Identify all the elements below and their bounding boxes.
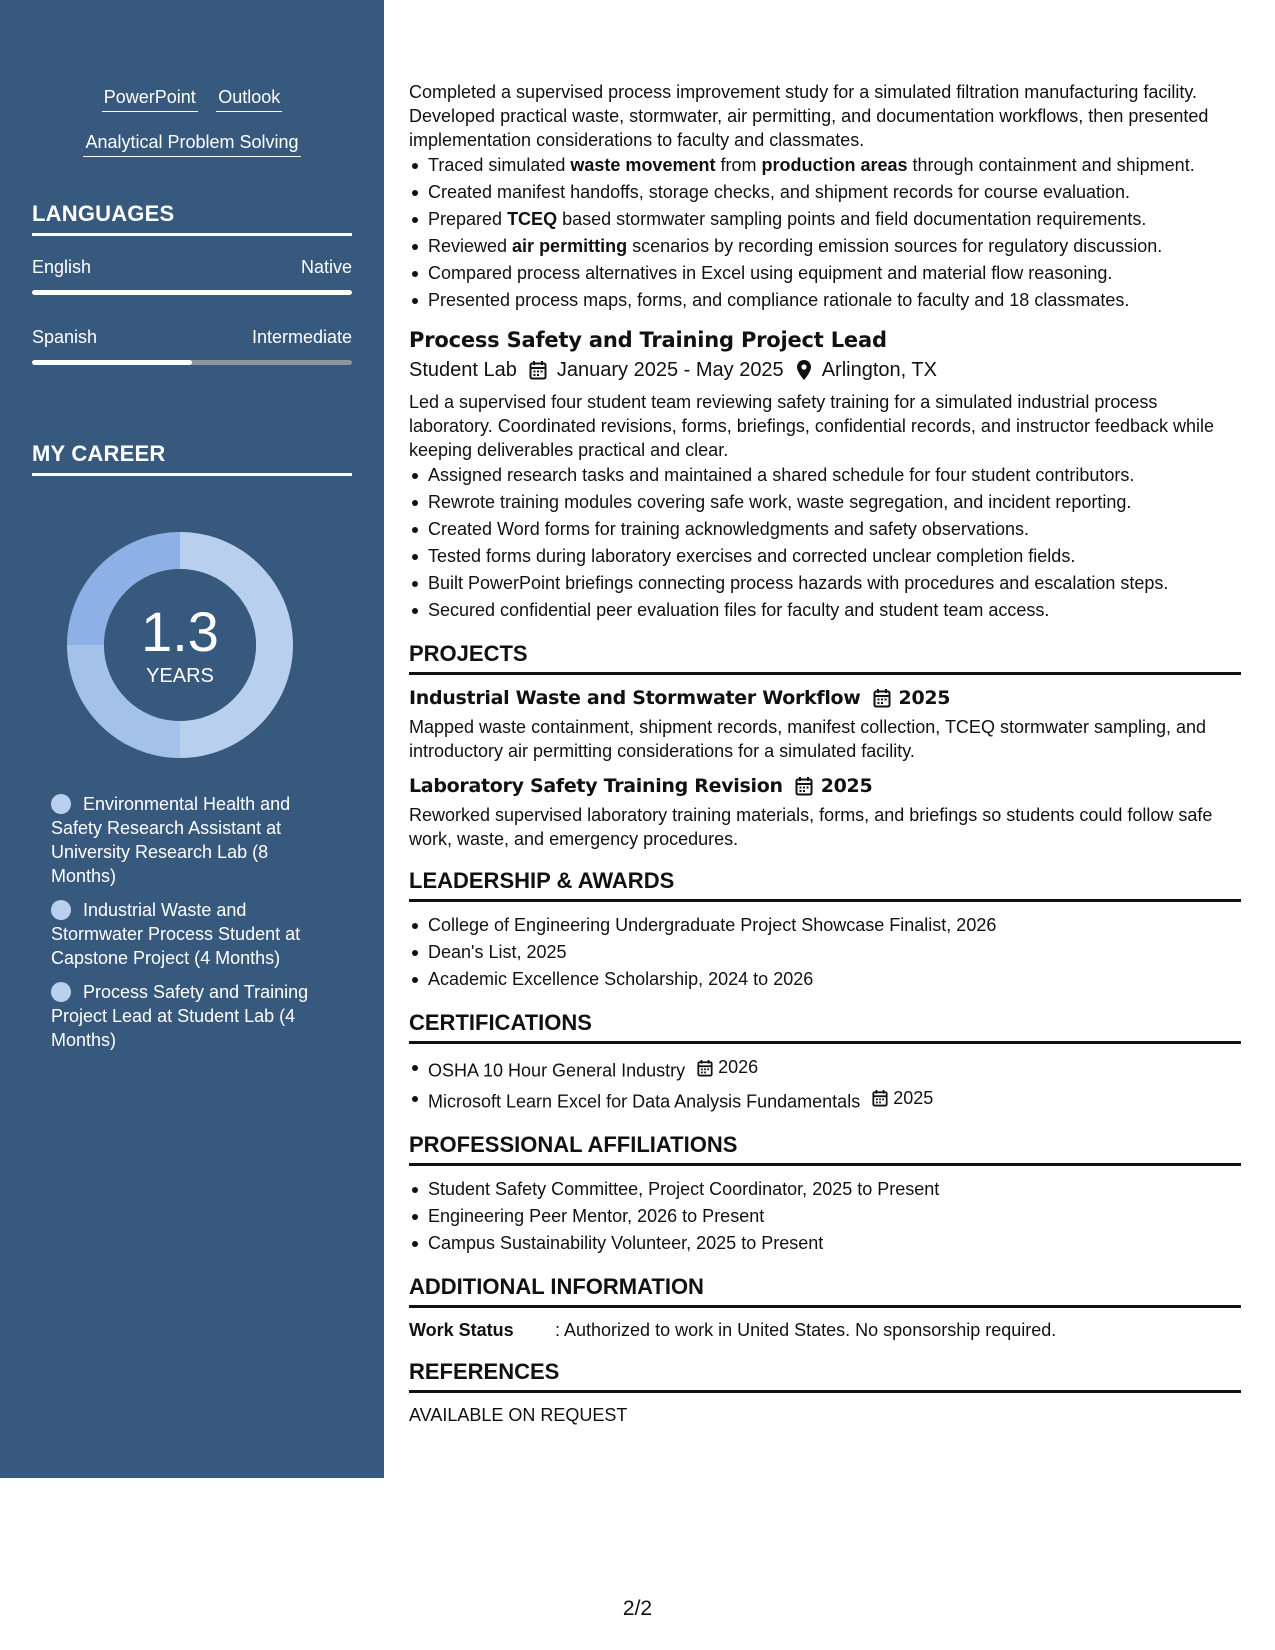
text-run: Created manifest handoffs, storage checks, and shipment records for course evaluation.: [428, 182, 1131, 202]
career-heading: MY CAREER: [32, 441, 352, 476]
work-status-label: Work Status: [409, 1320, 514, 1340]
certification-item: [409, 1054, 1241, 1085]
skills-list: [32, 84, 352, 174]
emphasis-text: air permitting: [512, 236, 628, 256]
list-item: [409, 287, 1241, 314]
certifications-heading: CERTIFICATIONS: [409, 1009, 1241, 1044]
list-item: Dean's List, 2025: [409, 939, 1241, 966]
list-item: [409, 152, 1241, 179]
leadership-list: [409, 912, 1241, 993]
text-run: Compared process alternatives in Excel using equipment and material flow reasoning.: [428, 263, 1113, 283]
experience-bullets: [409, 152, 1241, 314]
job-employer: Student Lab: [409, 359, 517, 381]
career-total: [67, 532, 293, 758]
languages-heading: LANGUAGES: [32, 201, 352, 236]
list-item: [409, 260, 1241, 287]
project-title-row: [409, 773, 1241, 799]
list-item: Tested forms during laboratory exercises and corrected unclear completion fields.: [409, 543, 1241, 570]
project-year: 2025: [898, 687, 951, 709]
job-entry: [409, 326, 1241, 624]
certification-year: 2025: [893, 1087, 934, 1108]
list-item: College of Engineering Undergraduate Project Showcase Finalist, 2026: [409, 912, 1241, 939]
list-item: Academic Excellence Scholarship, 2024 to 2026: [409, 966, 1241, 993]
language-level: Intermediate: [251, 327, 352, 347]
career-total-value: 1.3: [141, 600, 219, 663]
language-level: Native: [300, 257, 352, 277]
job-dates: January 2025 - May 2025: [556, 359, 784, 381]
job-meta: [409, 356, 1241, 384]
job-title: Process Safety and Training Project Lead: [409, 328, 887, 352]
text-run: through containment and shipment.: [907, 155, 1195, 175]
projects-heading: PROJECTS: [409, 640, 1241, 675]
career-total-unit: YEARS: [146, 665, 214, 687]
emphasis-text: TCEQ: [507, 209, 558, 229]
list-item: Secured confidential peer evaluation files for faculty and student team access.: [409, 597, 1241, 624]
certification-date: [697, 1054, 758, 1081]
career-dot-icon: [51, 900, 71, 920]
affiliations-list: [409, 1176, 1241, 1257]
certification-name: OSHA 10 Hour General Industry: [428, 1060, 686, 1081]
sidebar: [0, 0, 384, 1478]
language-name: English: [32, 257, 92, 277]
work-status-value: : Authorized to work in United States. No sponsorship required.: [555, 1320, 1057, 1340]
career-dot-icon: [51, 794, 71, 814]
career-list: [51, 792, 331, 1062]
project-description: Mapped waste containment, shipment records, manifest collection, TCEQ stormwater sampling, and introductory air permitting considerations for a simulated facility.: [409, 717, 1207, 761]
project-item: [409, 685, 1241, 763]
language-proficiency-fill: [32, 290, 352, 295]
certification-year: 2026: [718, 1057, 759, 1077]
certification-date: [872, 1085, 933, 1112]
skill-tag[interactable]: Analytical Problem Solving: [83, 129, 300, 157]
career-item: [51, 898, 331, 970]
career-item: [51, 980, 331, 1052]
job-summary: Led a supervised four student team reviewing safety training for a simulated industrial process laboratory. Coordinated revisions, forms, briefings, confidential records, and instructor feedback while keeping deliverables practical and clear.: [409, 392, 1215, 460]
skill-tag[interactable]: PowerPoint: [102, 84, 198, 112]
emphasis-text: production areas: [761, 155, 908, 175]
references-text: AVAILABLE ON REQUEST: [409, 1405, 628, 1425]
language-item: [32, 256, 352, 295]
career-item-text: Environmental Health and Safety Research Assistant at University Research Lab (8 Months): [51, 794, 291, 886]
skill-tag[interactable]: Outlook: [216, 84, 282, 112]
leadership-heading: LEADERSHIP & AWARDS: [409, 867, 1241, 902]
career-item-text: Process Safety and Training Project Lead at Student Lab (4 Months): [51, 982, 309, 1050]
text-run: Presented process maps, forms, and compliance rationale to faculty and 18 classmates.: [428, 290, 1130, 310]
references-heading: REFERENCES: [409, 1358, 1241, 1393]
career-item-text: Industrial Waste and Stormwater Process Student at Capstone Project (4 Months): [51, 900, 301, 968]
calendar-icon: [697, 1059, 713, 1077]
project-title: Industrial Waste and Stormwater Workflow: [409, 687, 861, 709]
main-content: [409, 80, 1241, 1427]
language-name: Spanish: [32, 327, 98, 347]
certification-name: Microsoft Learn Excel for Data Analysis Fundamentals: [428, 1091, 861, 1111]
project-title: Laboratory Safety Training Revision: [409, 775, 783, 797]
additional-info-heading: ADDITIONAL INFORMATION: [409, 1273, 1241, 1308]
language-proficiency-fill: [32, 360, 192, 365]
project-year: 2025: [820, 775, 873, 797]
project-item: [409, 773, 1241, 851]
language-proficiency-bar: [32, 290, 352, 295]
text-run: Traced simulated: [428, 155, 571, 175]
list-item: Assigned research tasks and maintained a shared schedule for four student contributors.: [409, 462, 1241, 489]
certification-item: [409, 1085, 1241, 1116]
language-item: [32, 326, 352, 365]
list-item: Built PowerPoint briefings connecting process hazards with procedures and escalation steps.: [409, 570, 1241, 597]
career-dot-icon: [51, 982, 71, 1002]
list-item: Created Word forms for training acknowledgments and safety observations.: [409, 516, 1241, 543]
work-status-row: [409, 1318, 1241, 1342]
capstone-experience: [409, 80, 1241, 314]
location-pin-icon: [796, 359, 812, 381]
job-location: Arlington, TX: [821, 359, 937, 381]
list-item: Student Safety Committee, Project Coordinator, 2025 to Present: [409, 1176, 1241, 1203]
list-item: [409, 233, 1241, 260]
certifications-list: [409, 1054, 1241, 1115]
calendar-icon: [873, 688, 891, 708]
text-run: from: [715, 155, 762, 175]
career-donut-chart: [67, 532, 293, 758]
text-run: scenarios by recording emission sources for regulatory discussion.: [627, 236, 1163, 256]
list-item: [409, 179, 1241, 206]
job-bullets: [409, 462, 1241, 624]
text-run: Prepared: [428, 209, 508, 229]
text-run: based stormwater sampling points and field documentation requirements.: [557, 209, 1147, 229]
project-title-row: [409, 685, 1241, 711]
calendar-icon: [872, 1089, 888, 1107]
list-item: Engineering Peer Mentor, 2026 to Present: [409, 1203, 1241, 1230]
emphasis-text: waste movement: [570, 155, 716, 175]
page-number: 2/2: [622, 1597, 653, 1620]
language-proficiency-bar: [32, 360, 352, 365]
project-description: Reworked supervised laboratory training materials, forms, and briefings so students could follow safe work, waste, and emergency procedures.: [409, 805, 1213, 849]
list-item: [409, 206, 1241, 233]
list-item: Rewrote training modules covering safe work, waste segregation, and incident reporting.: [409, 489, 1241, 516]
list-item: Campus Sustainability Volunteer, 2025 to Present: [409, 1230, 1241, 1257]
text-run: Reviewed: [428, 236, 513, 256]
calendar-icon: [529, 360, 547, 380]
career-item: [51, 792, 331, 888]
experience-summary: Completed a supervised process improvement study for a simulated filtration manufacturing facility. Developed practical waste, stormwater, air permitting, and documentation workflows, then presented implementation considerations to faculty and classmates.: [409, 82, 1209, 150]
calendar-icon: [795, 776, 813, 796]
affiliations-heading: PROFESSIONAL AFFILIATIONS: [409, 1131, 1241, 1166]
